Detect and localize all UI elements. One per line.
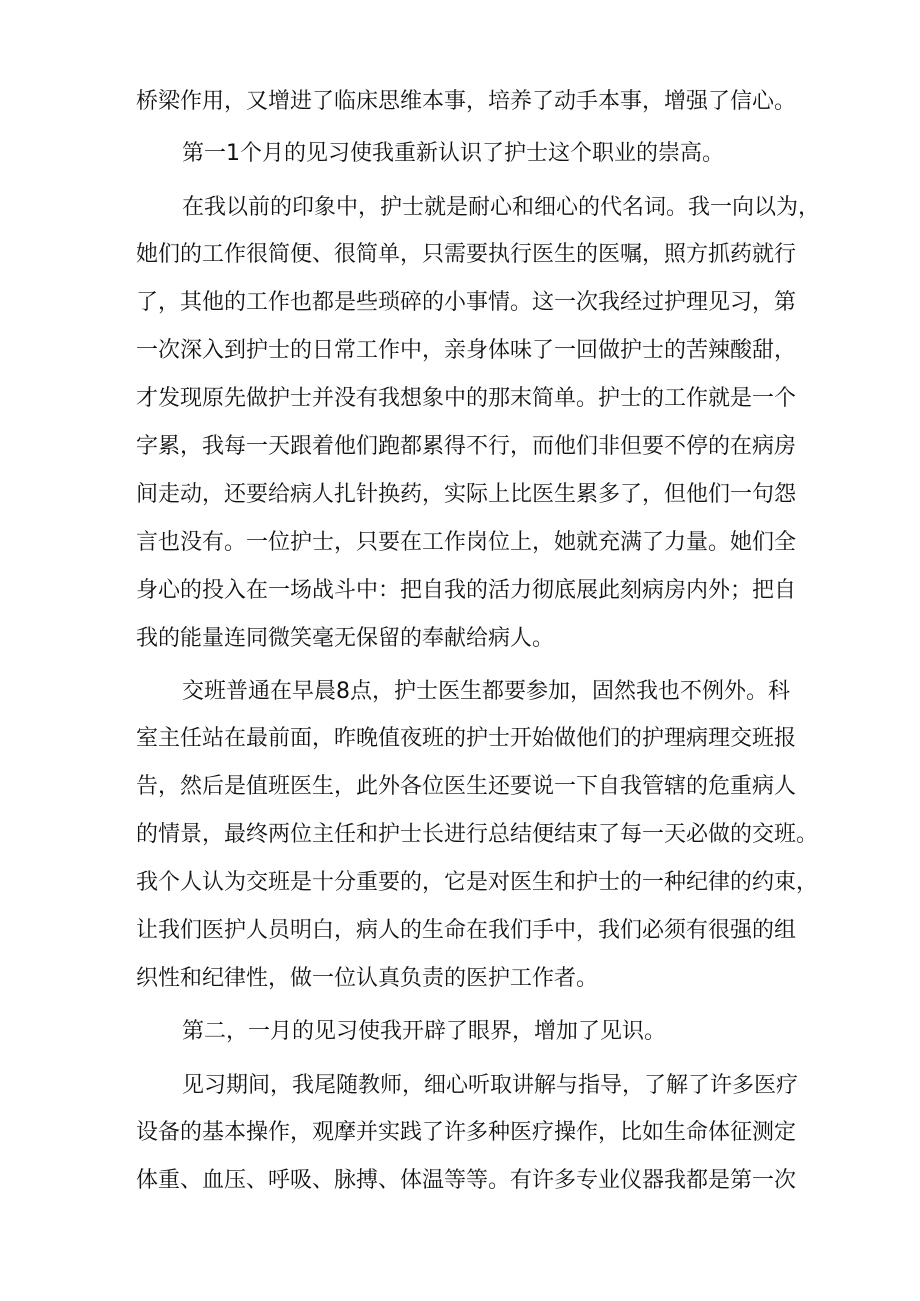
text-line: 我的能量连同微笑毫无保留的奉献给病人。 — [136, 626, 555, 651]
paragraph-start-line: 第一1个月的见习使我重新认识了护士这个职业的崇高。 — [182, 141, 724, 166]
text-line: 让我们医护人员明白，病人的生命在我们手中，我们必须有很强的组 — [136, 918, 797, 943]
text-line: 才发现原先做护士并没有我想象中的那末简单。护士的工作就是一个 — [136, 386, 797, 411]
text-line: 我个人认为交班是十分重要的，它是对医生和护士的一种纪律的约束， — [136, 870, 819, 895]
paragraph-start-line: 第二，一月的见习使我开辟了眼界，增加了见识。 — [182, 1019, 667, 1044]
text-line: 字累，我每一天跟着他们跑都累得不行，而他们非但要不停的在病房 — [136, 434, 797, 459]
text-line: 言也没有。一位护士，只要在工作岗位上，她就充满了力量。她们全 — [136, 530, 797, 555]
text-line: 设备的基本操作，观摩并实践了许多种医疗操作，比如生命体征测定 — [136, 1120, 797, 1145]
text-line: 身心的投入在一场战斗中：把自我的活力彻底展此刻病房内外；把自 — [136, 578, 797, 603]
text-line: 的情景，最终两位主任和护士长进行总结便结束了每一天必做的交班。 — [136, 822, 819, 847]
paragraph-start-line: 见习期间，我尾随教师，细心听取讲解与指导，了解了许多医疗 — [182, 1073, 799, 1098]
text-line: 体重、血压、呼吸、脉搏、体温等等。有许多专业仪器我都是第一次 — [136, 1168, 797, 1193]
text-line: 间走动，还要给病人扎针换药，实际上比医生累多了，但他们一句怨 — [136, 482, 797, 507]
text-line: 告，然后是值班医生，此外各位医生还要说一下自我管辖的危重病人 — [136, 774, 797, 799]
text-line: 室主任站在最前面，昨晚值夜班的护士开始做他们的护理病理交班报 — [136, 726, 797, 751]
paragraph-start-line: 交班普通在早晨8点，护士医生都要参加，固然我也不例外。科 — [182, 679, 790, 704]
text-line: 桥梁作用，又增进了临床思维本事，培养了动手本事，增强了信心。 — [136, 89, 797, 114]
text-line: 她们的工作很简便、很简单，只需要执行医生的医嘱，照方抓药就行 — [136, 242, 797, 267]
paragraph-start-line: 在我以前的印象中，护士就是耐心和细心的代名词。我一向以为， — [182, 195, 821, 220]
text-line: 了，其他的工作也都是些琐碎的小事情。这一次我经过护理见习，第 — [136, 290, 797, 315]
text-line: 一次深入到护士的日常工作中，亲身体味了一回做护士的苦辣酸甜， — [136, 338, 797, 363]
text-line: 织性和纪律性，做一位认真负责的医护工作者。 — [136, 966, 599, 991]
